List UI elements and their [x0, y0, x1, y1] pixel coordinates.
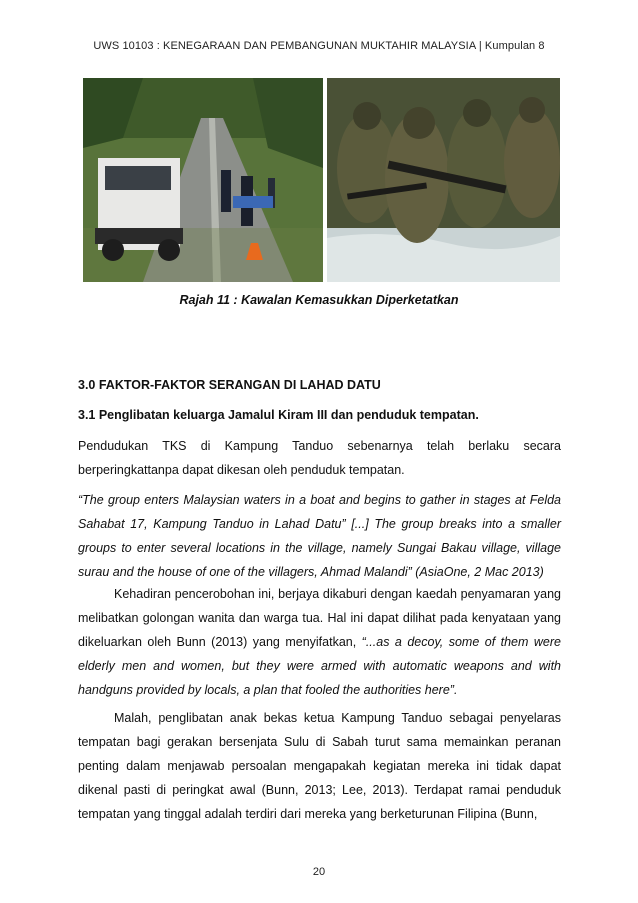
roadblock-photo	[83, 78, 323, 282]
section-heading: 3.0 FAKTOR-FAKTOR SERANGAN DI LAHAD DATU	[78, 378, 381, 392]
paragraph-4: Malah, penglibatan anak bekas ketua Kampung Tanduo sebagai penyelaras tempatan bagi gerakan bersenjata Sulu di Sabah turut sama memainkan peranan penting dalam menjawab persoalan mengapakah kegiatan mereka ini tidak dapat dikenal pasti di peringkat awal (Bunn, 2013; Lee, 2013). Terdapat ramai penduduk tempatan yang tinggal adalah terdiri dari mereka yang berketurunan Filipina (Bunn,	[78, 711, 561, 821]
figure-caption: Rajah 11 : Kawalan Kemasukkan Diperketatkan	[179, 293, 459, 307]
paragraph-1: Pendudukan TKS di Kampung Tanduo sebenarnya telah berlaku secara berperingkattanpa dapat dikesan oleh penduduk tempatan.	[78, 439, 561, 477]
section-subheading: 3.1 Penglibatan keluarga Jamalul Kiram III dan penduduk tempatan.	[78, 408, 479, 422]
soldiers-photo	[327, 78, 560, 282]
paragraph-3-text: Kehadiran pencerobohan ini, berjaya dikaburi dengan kaedah penyamaran yang melibatkan golongan wanita dan warga tua. Hal ini dapat dilihat pada kenyataan yang dikeluarkan oleh Bunn (2013) yang menyifatkan,	[78, 587, 561, 649]
page-number: 20	[312, 866, 326, 878]
quote-asiaone: “The group enters Malaysian waters in a boat and begins to gather in stages at Felda Sahabat 17, Kampung Tanduo in Lahad Datu” [...] The group breaks into a smaller groups to enter several locations in the village, namely Sungai Bakau village, village surau and the house of one of the villagers, Ahmad Malandi” (AsiaOne, 2 Mac 2013)	[78, 493, 561, 579]
paragraph-3	[78, 582, 561, 702]
quote-bunn: “...as a decoy, some of them were elderly men and women, but they were armed with automatic weapons and with handguns provided by locals, a plan that fooled the authorities here”.	[78, 635, 561, 697]
page-header: UWS 10103 : KENEGARAAN DAN PEMBANGUNAN MUKTAHIR MALAYSIA | Kumpulan 8	[93, 40, 545, 52]
